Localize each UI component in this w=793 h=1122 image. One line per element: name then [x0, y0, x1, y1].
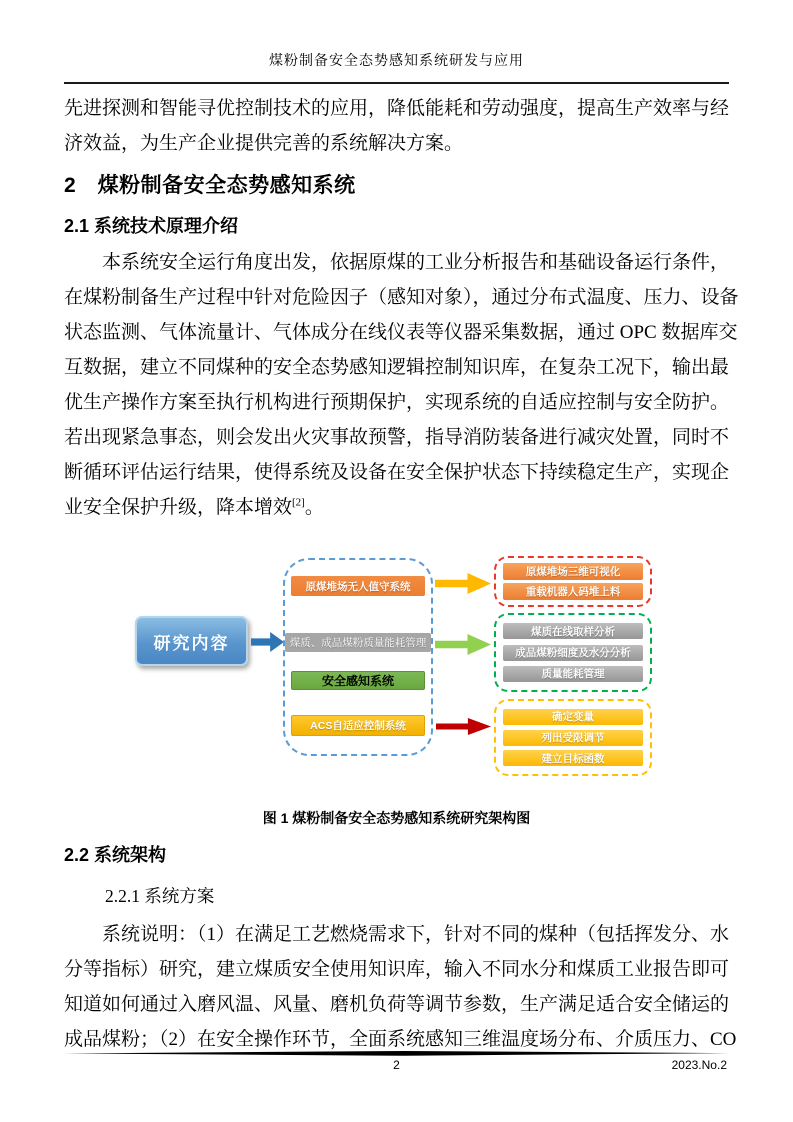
diagram-outcome-group-quality [494, 613, 652, 692]
text-line: 若出现紧急事态，则会发出火灾事故预警，指导消防装备进行减灾处置，同时不 [64, 427, 730, 448]
section-heading-2-1: 2.1 系统技术原理介绍 [64, 216, 239, 236]
figure-1-architecture-diagram [64, 548, 729, 798]
diagram-outcome-group-storage [494, 556, 652, 607]
diagram-branch-quality-energy: 煤质、成品煤粉质量能耗管理 [285, 633, 431, 652]
diagram-outcome-item: 煤质在线取样分析 [503, 623, 643, 639]
yellow-flow-arrow-icon [435, 573, 491, 594]
text-line: 状态监测、气体流量计、气体成分在线仪表等仪器采集数据，通过 OPC 数据库交 [64, 322, 738, 343]
section-heading-2-2-1: 2.2.1 系统方案 [105, 886, 215, 906]
text-line: 济效益，为生产企业提供完善的系统解决方案。 [64, 133, 464, 154]
diagram-branch-storage-system: 原煤堆场无人值守系统 [291, 576, 425, 596]
diagram-branch-acs-control: ACS自适应控制系统 [291, 715, 425, 736]
running-header-title: 煤粉制备安全态势感知系统研发与应用 [269, 54, 524, 69]
diagram-outcome-group-acs [494, 699, 652, 776]
text-line: 在煤粉制备生产过程中针对危险因子（感知对象），通过分布式温度、压力、设备 [64, 287, 739, 308]
section-heading-2: 2 煤粉制备安全态势感知系统 [64, 174, 356, 197]
intro-paragraph [64, 91, 729, 161]
diagram-outcome-item: 建立目标函数 [503, 750, 643, 766]
text-line: 优生产操作方案至执行机构进行预期保护，实现系统的自适应控制与安全防护。 [64, 392, 730, 413]
section-2-2-1-paragraph [64, 917, 737, 1057]
text-line: 互数据，建立不同煤种的安全态势感知逻辑控制知识库，在复杂工况下，输出最 [64, 357, 730, 378]
diagram-outcome-item: 确定变量 [503, 709, 643, 725]
footer-tapered-rule [64, 1051, 729, 1056]
text-line: 知道如何通过入磨风温、风量、磨机负荷等调节参数，生产满足适合安全储运的 [64, 994, 730, 1015]
figure-1-caption: 图 1 煤粉制备安全态势感知系统研究架构图 [262, 810, 531, 826]
page-number: 2 [393, 1058, 400, 1072]
text-line: 分等指标）研究，建立煤质安全使用知识库，输入不同水分和煤质工业报告即可 [64, 959, 730, 980]
citation-reference: [2] [292, 496, 305, 509]
header-divider-rule [64, 82, 729, 84]
diagram-outcome-item: 质量能耗管理 [503, 666, 643, 682]
text-line: 断循环评估运行结果，使得系统及设备在安全保护状态下持续稳定生产，实现企 [64, 462, 730, 483]
text-line: 先进探测和智能寻优控制技术的应用，降低能耗和劳动强度，提高生产效率与经 [64, 98, 730, 119]
blue-flow-arrow-icon [251, 632, 284, 652]
text-line: 系统说明：（1）在满足工艺燃烧需求下，针对不同的煤种（包括挥发分、水 [102, 924, 730, 945]
section-2-1-paragraph [64, 245, 739, 525]
diagram-outcome-item: 成品煤粉细度及水分分析 [503, 645, 643, 661]
diagram-root-node: 研究内容 [135, 616, 248, 666]
text-fragment: 业安全保护升级，降本增效 [64, 497, 293, 518]
section-heading-2-2: 2.2 系统架构 [64, 845, 167, 865]
diagram-branch-safety-sensing: 安全感知系统 [291, 671, 425, 690]
page-footer [64, 1051, 729, 1074]
green-flow-arrow-icon [435, 634, 491, 655]
text-fragment: 。 [304, 497, 324, 518]
text-line-with-citation [64, 490, 729, 525]
diagram-outcome-item: 列出受限调节 [503, 730, 643, 746]
red-flow-arrow-icon [436, 718, 491, 735]
diagram-outcome-item: 重载机器人码堆上料 [503, 583, 643, 600]
text-line: 本系统安全运行角度出发，依据原煤的工业分析报告和基础设备运行条件， [102, 252, 730, 273]
issue-number: 2023.No.2 [671, 1058, 727, 1072]
text-line: 成品煤粉；（2）在安全操作环节，全面系统感知三维温度场分布、介质压力、CO [64, 1029, 737, 1050]
diagram-outcome-item: 原煤堆场三维可视化 [503, 563, 643, 580]
